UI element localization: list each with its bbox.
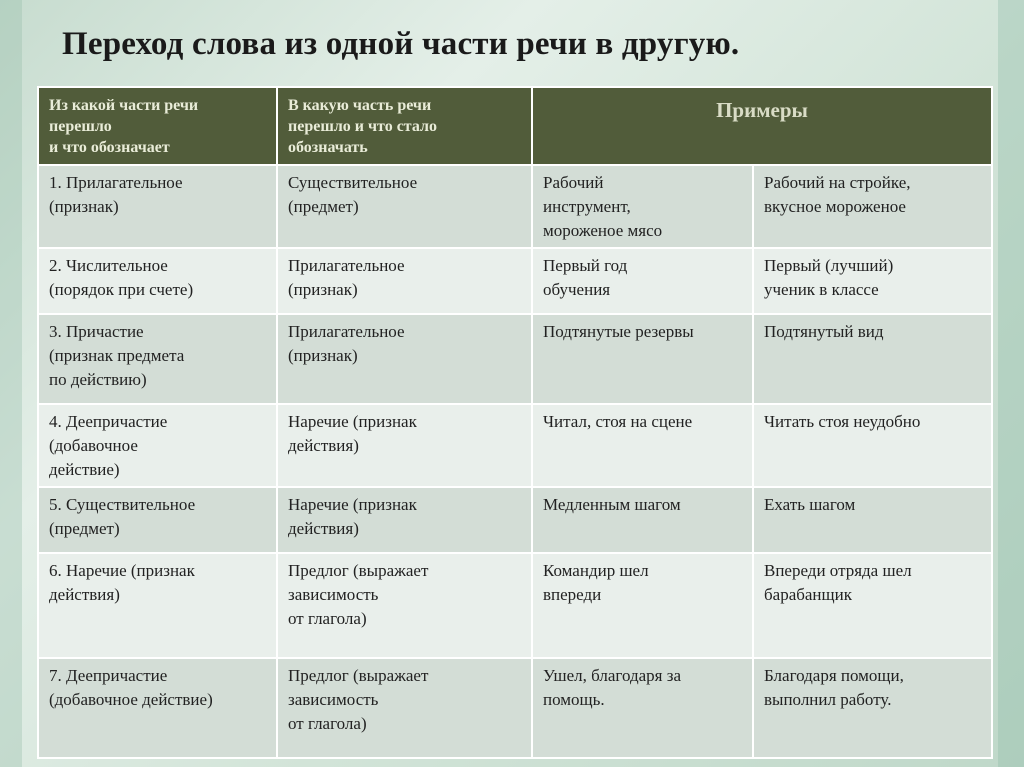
table-header-row <box>38 87 992 165</box>
cell-example: Читал, стоя на сцене <box>532 404 753 487</box>
cell-example: Благодаря помощи, выполнил работу. <box>753 658 992 758</box>
cell-from: 4. Деепричастие (добавочное действие) <box>38 404 277 487</box>
cell-example: Рабочий инструмент, мороженое мясо <box>532 165 753 248</box>
cell-to: Предлог (выражает зависимость от глагола) <box>277 658 532 758</box>
table-row <box>38 314 992 404</box>
background-stripe-left <box>0 0 22 767</box>
table-row <box>38 165 992 248</box>
cell-example: Читать стоя неудобно <box>753 404 992 487</box>
cell-from: 7. Деепричастие (добавочное действие) <box>38 658 277 758</box>
table-row <box>38 248 992 314</box>
cell-example: Первый (лучший) ученик в классе <box>753 248 992 314</box>
table-row <box>38 658 992 758</box>
cell-from: 1. Прилагательное (признак) <box>38 165 277 248</box>
parts-of-speech-table <box>37 86 993 759</box>
cell-to: Наречие (признак действия) <box>277 404 532 487</box>
table-row <box>38 487 992 553</box>
header-from: Из какой части речи перешло и что обозначает <box>38 87 277 165</box>
header-to: В какую часть речи перешло и что стало обозначать <box>277 87 532 165</box>
background-stripe-right <box>998 0 1024 767</box>
slide-title: Переход слова из одной части речи в другую. <box>62 26 740 62</box>
table-row <box>38 404 992 487</box>
cell-example: Медленным шагом <box>532 487 753 553</box>
cell-example: Впереди отряда шел барабанщик <box>753 553 992 658</box>
cell-to: Прилагательное (признак) <box>277 248 532 314</box>
cell-example: Первый год обучения <box>532 248 753 314</box>
cell-example: Ушел, благодаря за помощь. <box>532 658 753 758</box>
cell-from: 5. Существительное (предмет) <box>38 487 277 553</box>
cell-to: Предлог (выражает зависимость от глагола) <box>277 553 532 658</box>
cell-to: Прилагательное (признак) <box>277 314 532 404</box>
cell-example: Подтянутый вид <box>753 314 992 404</box>
cell-example: Рабочий на стройке, вкусное мороженое <box>753 165 992 248</box>
cell-example: Командир шел впереди <box>532 553 753 658</box>
header-examples: Примеры <box>532 87 992 165</box>
cell-to: Наречие (признак действия) <box>277 487 532 553</box>
cell-from: 6. Наречие (признак действия) <box>38 553 277 658</box>
cell-from: 3. Причастие (признак предмета по действию) <box>38 314 277 404</box>
cell-from: 2. Числительное (порядок при счете) <box>38 248 277 314</box>
cell-to: Существительное (предмет) <box>277 165 532 248</box>
cell-example: Ехать шагом <box>753 487 992 553</box>
table-row <box>38 553 992 658</box>
cell-example: Подтянутые резервы <box>532 314 753 404</box>
